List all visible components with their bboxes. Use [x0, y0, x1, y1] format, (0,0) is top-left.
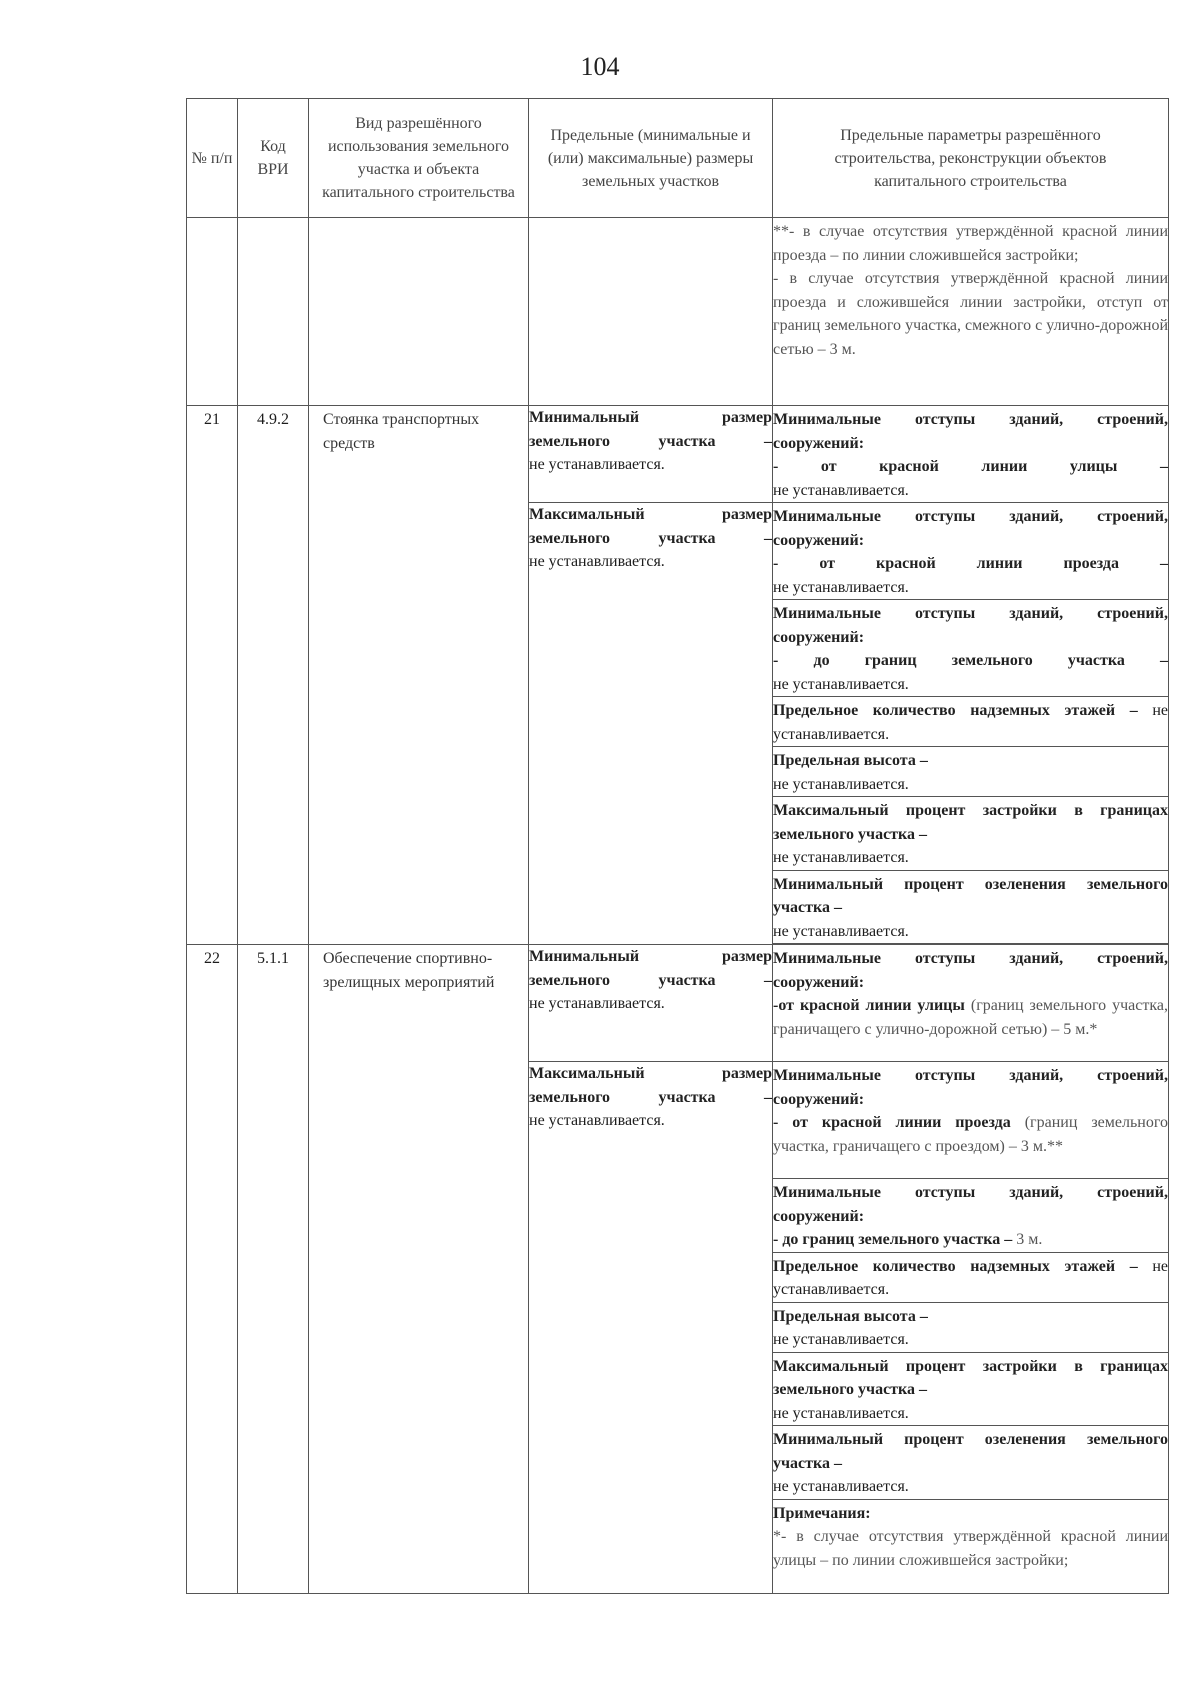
param-title: Предельное количество надземных этажей – — [773, 702, 1138, 719]
param-title: Минимальный процент озеленения земельного участка – — [773, 875, 1168, 916]
header-num: № п/п — [187, 99, 238, 218]
max-size-title: Максимальный размер земельного участка – — [529, 506, 772, 547]
min-size-cell — [529, 406, 773, 503]
param-title: Минимальные отступы зданий, строений, сооружений: — [773, 1067, 1168, 1108]
param-value: не устанавливается. — [773, 481, 909, 499]
param-value: не устанавливается. — [773, 849, 909, 866]
param-value: не устанавливается. — [773, 1404, 909, 1422]
continuation-row — [187, 218, 1169, 406]
param-title: Максимальный процент застройки в границах земельного участка – — [773, 802, 1168, 843]
max-size-value: не устанавливается. — [529, 553, 665, 570]
param-cell — [773, 747, 1169, 797]
param-title: Минимальные отступы зданий, строений, сооружений: — [773, 950, 1168, 991]
param-cell — [773, 1352, 1169, 1426]
param-value: не устанавливается. — [773, 1478, 909, 1495]
param-value: не устанавливается. — [773, 578, 909, 596]
max-size-title: Максимальный размер земельного участка – — [529, 1065, 772, 1106]
param-cell — [773, 1062, 1169, 1179]
min-size-title: Минимальный размер земельного участка – — [529, 948, 772, 989]
max-size-cell — [529, 503, 773, 945]
param-title: Минимальные отступы зданий, строений, сооружений: — [773, 1184, 1168, 1225]
page-number: 104 — [580, 52, 620, 81]
param-title: Предельное количество надземных этажей – — [773, 1257, 1138, 1275]
header-sizes: Предельные (минимальные и (или) максимальные) размеры земельных участков — [529, 99, 773, 218]
vri-code: 5.1.1 — [238, 945, 309, 1594]
table-row — [187, 406, 1169, 503]
param-value: не устанавливается. — [773, 702, 1169, 743]
min-size-value: не устанавливается. — [529, 456, 665, 473]
continuation-note-2: - в случае отсутствия утверждённой красной линии проезда и сложившейся линии застройки, отступ от границ земельного участка, смежного с улично-дорожной сетью – 3 м. — [773, 270, 1168, 358]
vri-code: 4.9.2 — [238, 406, 309, 945]
param-tail: (границ земельного участка, граничащего с проездом) – 3 м.** — [773, 1114, 1168, 1155]
param-title: Максимальный процент застройки в границах земельного участка – — [773, 1357, 1168, 1398]
param-line: - до границ земельного участка – — [773, 652, 1168, 669]
header-code: Код ВРИ — [238, 99, 309, 218]
min-size-cell — [529, 945, 773, 1062]
row-number: 21 — [187, 406, 238, 945]
continuation-notes — [773, 218, 1169, 406]
param-cell — [773, 406, 1169, 503]
header-row — [187, 99, 1169, 218]
param-value: не устанавливается. — [773, 922, 909, 940]
min-size-value: не устанавливается. — [529, 995, 665, 1012]
row-number: 22 — [187, 945, 238, 1594]
param-value: не устанавливается. — [773, 675, 909, 693]
param-cell — [773, 503, 1169, 600]
regulations-table — [186, 98, 1169, 1594]
param-tail: 3 м. — [1016, 1231, 1043, 1248]
param-line: - от красной линии проезда — [773, 1114, 1011, 1131]
param-line: - от красной линии проезда – — [773, 555, 1168, 572]
param-value: не устанавливается. — [773, 775, 909, 793]
param-title: Предельная высота – — [773, 1307, 928, 1325]
param-value: не устанавливается. — [773, 1257, 1169, 1298]
continuation-note-1: **- в случае отсутствия утверждённой красной линии проезда – по линии сложившейся застройки; — [773, 223, 1168, 264]
param-title: Предельная высота – — [773, 752, 928, 769]
param-line: -от красной линии улицы — [773, 997, 965, 1014]
param-title: Минимальные отступы зданий, строений, сооружений: — [773, 508, 1168, 549]
param-cell — [773, 797, 1169, 871]
param-title: Минимальные отступы зданий, строений, сооружений: — [773, 605, 1168, 646]
notes-text: *- в случае отсутствия утверждённой красной линии улицы – по линии сложившейся застройки; — [773, 1528, 1168, 1569]
max-size-cell — [529, 1062, 773, 1594]
header-params: Предельные параметры разрешённого строительства, реконструкции объектов капитального строительства — [773, 99, 1169, 218]
param-line: - до границ земельного участка – — [773, 1231, 1013, 1248]
param-cell — [773, 1252, 1169, 1302]
param-cell — [773, 600, 1169, 697]
use-kind: Стоянка транспортных средств — [309, 406, 529, 945]
max-size-value: не устанавливается. — [529, 1112, 665, 1129]
param-cell — [773, 870, 1169, 944]
notes-cell — [773, 1499, 1169, 1593]
table-row — [187, 945, 1169, 1062]
notes-title: Примечания: — [773, 1504, 871, 1522]
use-kind: Обеспечение спортивно-зрелищных мероприятий — [309, 945, 529, 1594]
param-title: Минимальный процент озеленения земельного участка – — [773, 1431, 1168, 1472]
param-cell — [773, 1426, 1169, 1500]
min-size-title: Минимальный размер земельного участка – — [529, 409, 772, 450]
param-cell — [773, 697, 1169, 747]
param-cell — [773, 945, 1169, 1062]
header-kind: Вид разрешённого использования земельного участка и объекта капитального строительства — [309, 99, 529, 218]
param-title: Минимальные отступы зданий, строений, сооружений: — [773, 411, 1168, 452]
param-value: не устанавливается. — [773, 1331, 909, 1348]
param-cell — [773, 1179, 1169, 1253]
param-tail: (границ земельного участка, граничащего с улично-дорожной сетью) – 5 м.* — [773, 997, 1168, 1038]
param-line: - от красной линии улицы – — [773, 458, 1168, 475]
param-cell — [773, 1302, 1169, 1352]
